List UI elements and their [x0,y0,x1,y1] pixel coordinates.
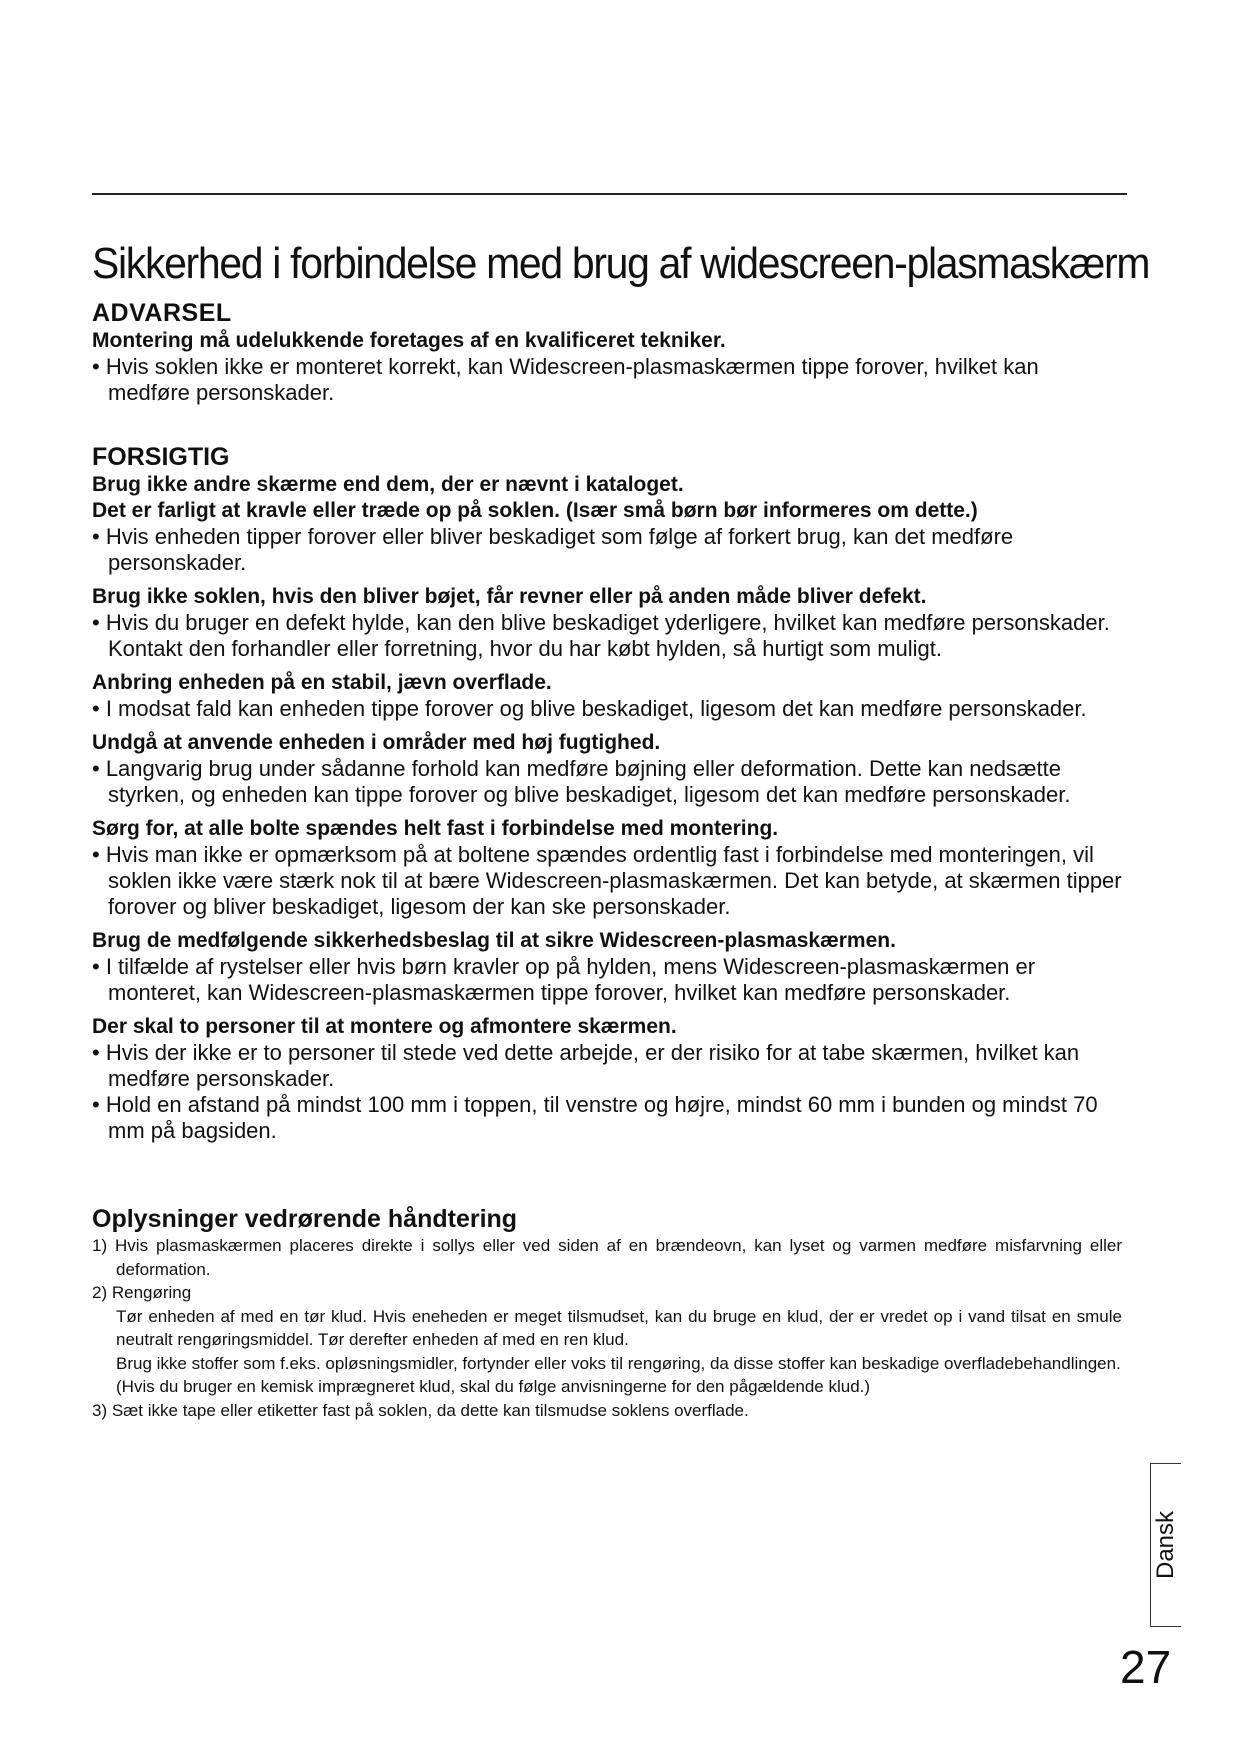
language-tab-label: Dansk [1152,1510,1179,1580]
caution-bullet: • Hvis man ikke er opmærksom på at boltene spændes ordentlig fast i forbindelse med monteringen, vil soklen ikke være stærk nok til at bære Widescreen-plasmaskærmen. Det kan betyde, at skærmen tipper forover og bliver beskadiget, ligesom der kan ske personskader. [92,842,1122,919]
handling-paragraph: (Hvis du bruger en kemisk imprægneret klud, skal du følge anvisningerne for den pågældende klud.) [116,1377,871,1396]
caution-subheading: Brug de medfølgende sikkerhedsbeslag til at sikre Widescreen-plasmaskærmen. [92,929,896,952]
caution-subheading: Undgå at anvende enheden i områder med høj fugtighed. [92,731,661,754]
caution-bullet: • I tilfælde af rystelser eller hvis børn kravler op på hylden, mens Widescreen-plasmaskærmen er monteret, kan Widescreen-plasmaskærmen tippe forover, hvilket kan medføre personskader. [92,954,1036,1005]
caution-bullet: • Hvis du bruger en defekt hylde, kan den blive beskadiget yderligere, hvilket kan medføre personskader. Kontakt den forhandler eller forretning, hvor du har købt hylden, så hurtigt som muligt. [92,610,1110,661]
caution-subheading: Det er farligt at kravle eller træde op på soklen. (Især små børn bør informeres om dette.) [92,499,978,522]
handling-heading: Oplysninger vedrørende håndtering [92,1205,518,1233]
advarsel-heading: ADVARSEL [92,299,232,327]
handling-list [92,1234,1122,1422]
caution-subheading: Sørg for, at alle bolte spændes helt fast i forbindelse med montering. [92,817,779,840]
page-title: Sikkerhed i forbindelse med brug af widescreen-plasmaskærm [92,239,1150,288]
warning-subheading: Montering må udelukkende foretages af en kvalificeret tekniker. [92,329,726,352]
warning-bullet: • Hvis soklen ikke er monteret korrekt, kan Widescreen-plasmaskærmen tippe forover, hvilket kan medføre personskader. [92,354,1039,405]
caution-bullet: • Langvarig brug under sådanne forhold kan medføre bøjning eller deformation. Dette kan nedsætte styrken, og enheden kan tippe forover og blive beskadiget, ligesom det kan medføre personskader. [92,756,1071,807]
handling-item: 3) Sæt ikke tape eller etiketter fast på soklen, da dette kan tilsmudse soklens overflade. [92,1400,749,1420]
handling-paragraph: Tør enheden af med en tør klud. Hvis eneheden er meget tilsmudset, kan du bruge en klud, der er vredet op i vand tilsat en smule neutralt rengøringsmiddel. Tør derefter enheden af med en ren klud. [116,1306,1122,1349]
caution-bullet: • Hvis der ikke er to personer til stede ved dette arbejde, er der risiko for at tabe skærmen, hvilket kan medføre personskader. [92,1040,1080,1091]
handling-item-label: 2) Rengøring [92,1283,192,1302]
caution-bullet: • Hold en afstand på mindst 100 mm i toppen, til venstre og højre, mindst 60 mm i bunden og mindst 70 mm på bagsiden. [92,1092,1098,1143]
forsigtig-heading: FORSIGTIG [92,443,230,471]
page-number: 27 [1120,1641,1172,1693]
caution-bullet: • I modsat fald kan enheden tippe forover og blive beskadiget, ligesom det kan medføre personskader. [92,696,1087,721]
handling-paragraph: Brug ikke stoffer som f.eks. opløsningsmidler, fortynder eller voks til rengøring, da disse stoffer kan beskadige overfladebehandlingen. [116,1353,1121,1373]
caution-subheading: Brug ikke andre skærme end dem, der er nævnt i kataloget. [92,473,684,496]
handling-item: 1) Hvis plasmaskærmen placeres direkte i sollys eller ved siden af en brændeovn, kan lyset og varmen medføre misfarvning eller deformation. [92,1236,1122,1279]
caution-subheading: Der skal to personer til at montere og afmontere skærmen. [92,1015,677,1038]
language-tab [1150,1463,1181,1627]
main-content [92,298,1122,1422]
caution-subheading: Brug ikke soklen, hvis den bliver bøjet, får revner eller på anden måde bliver defekt. [92,585,927,608]
caution-subheading: Anbring enheden på en stabil, jævn overflade. [92,671,552,694]
caution-bullet: • Hvis enheden tipper forover eller bliver beskadiget som følge af forkert brug, kan det medføre personskader. [92,524,1014,575]
top-divider [92,193,1127,195]
